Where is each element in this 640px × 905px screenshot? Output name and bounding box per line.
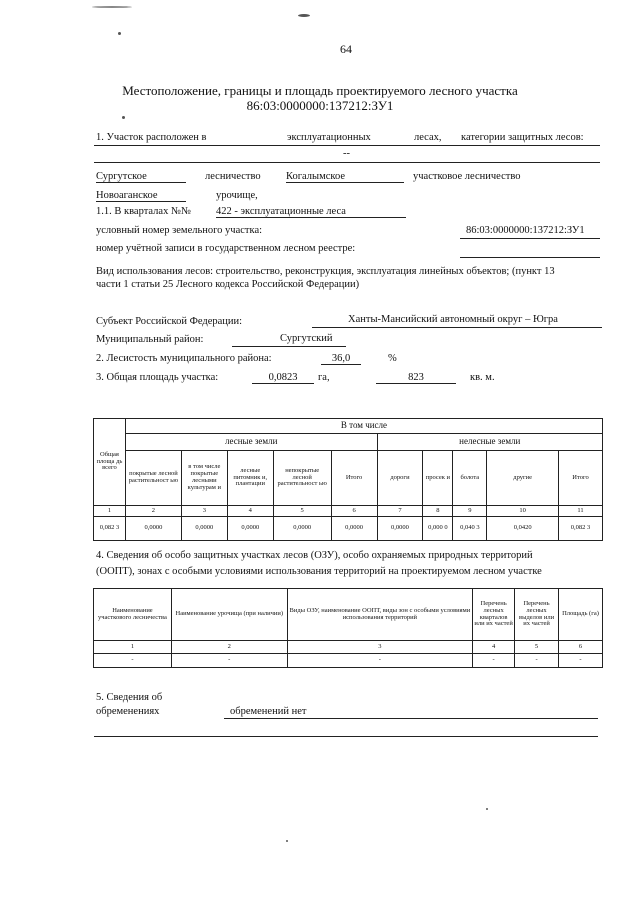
table-cell: 0,0000 (273, 517, 331, 541)
column-number: 8 (423, 506, 453, 517)
section2-label: 2. Лесистость муниципального района: (96, 353, 272, 364)
column-number: 3 (287, 641, 473, 654)
column-number: 2 (125, 506, 181, 517)
column-header: Наименование участкового лесничества (94, 589, 172, 641)
forestry-word: лесничество (205, 171, 261, 182)
subject-value: Ханты-Мансийский автономный округ – Югра (348, 314, 558, 325)
encumbrances-value: обременений нет (230, 706, 307, 717)
district-forestry-name: Когалымское (286, 171, 404, 183)
column-number: 5 (273, 506, 331, 517)
table-cell: 0,0000 (377, 517, 423, 541)
table-cell: 0,000 0 (423, 517, 453, 541)
area-breakdown-table (93, 418, 603, 541)
column-header: другие (487, 451, 559, 506)
table-cell: 0,082 3 (94, 517, 126, 541)
protective-category-value: -- (343, 148, 350, 159)
column-number: 6 (559, 641, 603, 654)
column-number: 4 (227, 506, 273, 517)
column-header: лесные питомник и, плантации (227, 451, 273, 506)
column-number: 5 (515, 641, 559, 654)
area-sqm-value: 823 (376, 372, 456, 384)
column-number: 7 (377, 506, 423, 517)
table-cell: 0,0000 (331, 517, 377, 541)
forest-cover-unit: % (388, 353, 397, 364)
column-header: покрытые лесной растительност ью (125, 451, 181, 506)
column-header: Перечень лесных кварталов или их частей (473, 589, 515, 641)
in-total-header: В том числе (125, 419, 602, 434)
quarters-value: 422 - эксплуатационные леса (216, 206, 406, 218)
subject-label: Субъект Российской Федерации: (96, 316, 243, 327)
total-area-header: Общая площа дь всего (94, 419, 126, 506)
district-forestry-word: участковое лесничество (413, 171, 521, 182)
section4-line2: (ООПТ), зонах с особыми условиями использования территорий на проектируемом лесном участке (96, 566, 542, 577)
table-cell: - (287, 654, 473, 668)
column-number: 6 (331, 506, 377, 517)
column-number: 1 (94, 506, 126, 517)
area-ha-unit: га, (318, 372, 330, 383)
forestry-name: Сургутское (96, 171, 186, 183)
table-cell: 0,082 3 (559, 517, 603, 541)
municipal-value: Сургутский (280, 333, 333, 344)
section3-label: 3. Общая площадь участка: (96, 372, 219, 383)
column-header: болота (453, 451, 487, 506)
tract-word: урочище, (216, 190, 258, 201)
forests-word: лесах, (414, 132, 442, 143)
table-cell: 0,0000 (227, 517, 273, 541)
use-type-line2: части 1 статьи 25 Лесного кодекса Российской Федерации) (96, 279, 360, 290)
column-header: Наименование урочища (при наличии) (171, 589, 287, 641)
table-cell: 0,0420 (487, 517, 559, 541)
table-cell: - (515, 654, 559, 668)
table-cell: - (171, 654, 287, 668)
forest-lands-header: лесные земли (125, 434, 377, 451)
column-header: Перечень лесных выделов или их частей (515, 589, 559, 641)
section4-line1: 4. Сведения об особо защитных участках лесов (ОЗУ), особо охраняемых природных территорий (96, 550, 533, 561)
column-header: Площадь (га) (559, 589, 603, 641)
quarters-label: 1.1. В кварталах №№ (96, 206, 191, 217)
municipal-label: Муниципальный район: (96, 334, 204, 345)
column-number: 11 (559, 506, 603, 517)
page-title: Местоположение, границы и площадь проектируемого лесного участка (122, 83, 518, 98)
section1-intro: 1. Участок расположен в (96, 132, 207, 143)
page-title-cadastral: 86:03:0000000:137212:ЗУ1 (246, 98, 394, 113)
column-header: Итого (331, 451, 377, 506)
column-number: 9 (453, 506, 487, 517)
table-cell: - (473, 654, 515, 668)
page-number: 64 (340, 42, 352, 56)
protective-category-label: категории защитных лесов: (461, 132, 584, 143)
table-cell: - (94, 654, 172, 668)
column-number: 10 (487, 506, 559, 517)
column-header: непокрытые лесной растительност ью (273, 451, 331, 506)
column-header: Итого (559, 451, 603, 506)
protected-areas-table (93, 588, 603, 668)
column-header: просек и (423, 451, 453, 506)
area-ha-value: 0,0823 (252, 372, 314, 384)
forest-cover-value: 36,0 (321, 353, 361, 365)
column-number: 3 (181, 506, 227, 517)
nonforest-lands-header: нелесные земли (377, 434, 602, 451)
use-type-line1: Вид использования лесов: строительство, реконструкция, эксплуатация линейных объектов; (пункт 13 (96, 266, 555, 277)
table-cell: 0,040 3 (453, 517, 487, 541)
column-number: 4 (473, 641, 515, 654)
registry-label: номер учётной записи в государственном лесном реестре: (96, 243, 356, 254)
column-header: дороги (377, 451, 423, 506)
cadastral-label: условный номер земельного участка: (96, 225, 263, 236)
cadastral-value: 86:03:0000000:137212:ЗУ1 (466, 225, 585, 236)
column-header: в том числе покрытые лесными культурам и (181, 451, 227, 506)
column-header: Виды ОЗУ, наименование ООПТ, виды зон с особыми условиями использования территорий (287, 589, 473, 641)
tract-name: Новоаганское (96, 190, 186, 202)
section5-label-line2: обременениях (96, 706, 160, 717)
area-sqm-unit: кв. м. (470, 372, 495, 383)
forest-use-category: эксплуатационных (287, 132, 371, 143)
table-cell: 0,0000 (125, 517, 181, 541)
table-cell: - (559, 654, 603, 668)
section5-label-line1: 5. Сведения об (96, 692, 163, 703)
table-cell: 0,0000 (181, 517, 227, 541)
column-number: 2 (171, 641, 287, 654)
column-number: 1 (94, 641, 172, 654)
